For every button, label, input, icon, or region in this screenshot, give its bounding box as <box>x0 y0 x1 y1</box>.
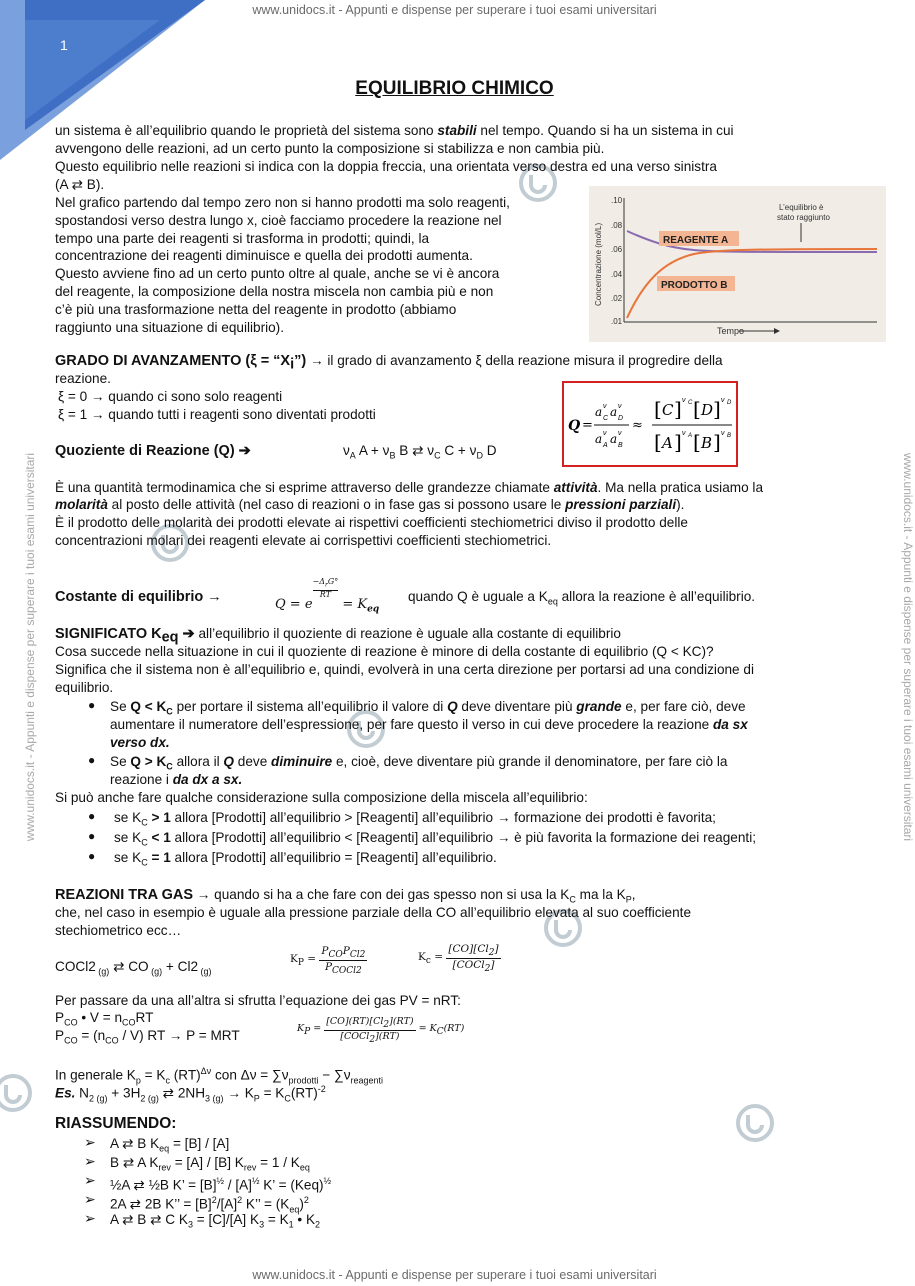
quoziente-formula <box>564 383 736 465</box>
significato-line: equilibrio. <box>55 680 114 695</box>
arrow-bullet-icon: ➢ <box>84 1210 96 1226</box>
svg-text:B: B <box>727 433 732 439</box>
svg-text:C: C <box>662 401 674 419</box>
svg-text:D: D <box>727 400 732 406</box>
gas-line: $P_{CO} = (n_{CO} / V)$ RT → P = MRT <box>55 1028 240 1046</box>
riassumendo-item: A ⇄ B ⇄ C $K_3 = [C]/[A] K_3 = K_1$ • $K_2$ <box>110 1212 321 1230</box>
riassumendo-item: B ⇄ A $K_{rev} = [A] / [B] K_{rev} = 1 / K_{eq}$ <box>110 1155 310 1173</box>
svg-text:ν: ν <box>721 430 725 437</box>
ytick: .06 <box>611 245 623 254</box>
bullet-icon: ● <box>88 849 96 863</box>
svg-text:ν: ν <box>721 397 725 404</box>
ytick: .10 <box>611 196 623 205</box>
riassumendo-item: A ⇄ B $K_{eq} = [B] / [A]$ <box>110 1136 230 1154</box>
svg-text:B: B <box>618 442 623 449</box>
equilibrium-chart <box>589 186 886 342</box>
arrow-bullet-icon: ➢ <box>84 1191 96 1207</box>
costante-formula: Q = e $^{-\Delta_rG^\circ RT}$ = $K_{eq}$ <box>275 577 380 615</box>
riassumendo-item: 2A ⇄ 2B K’’ = $[B]^2/[A]^2$ K’’ = $(K_{eq})^2$ <box>110 1195 309 1215</box>
ytick: .08 <box>611 221 623 230</box>
intro-line: avvengono delle reazioni, ad un certo punto la composizione si stabilizza e non cambia più. <box>55 141 605 156</box>
attivita-line: concentrazioni molari dei reagenti elevate ai corrispettivi coefficienti stechiometrici. <box>55 533 552 548</box>
svg-text:]: ] <box>713 397 721 421</box>
significato-heading: SIGNIFICATO $K_{eq}$ ➔ all’equilibrio il quoziente di reazione è uguale alla costante di equilibrio <box>55 626 621 646</box>
svg-text:]: ] <box>674 397 682 421</box>
svg-text:a: a <box>595 405 603 419</box>
equilibrium-chart-svg <box>589 186 886 342</box>
significato-bullet: Se $Q > K_C$ allora il Q deve diminuire e, cioè, deve diventare più grande il denominatore, per fare ciò la <box>110 754 728 772</box>
svg-text:ν: ν <box>603 403 607 410</box>
intro-line: Questo equilibrio nelle reazioni si indica con la doppia freccia, una orientata verso destra ed una verso sinistra <box>55 159 717 174</box>
composition-bullet: se $K_C > 1$ allora [Prodotti] all’equilibrio > [Reagenti] all’equilibrio → formazione dei prodotti è favorita; <box>114 810 716 828</box>
svg-text:A: A <box>662 434 673 452</box>
intro-line: spostandosi verso destra lungo x, cioè facciamo procedere la reazione nel <box>55 213 502 228</box>
kp-kc-relation-formula: $K_P$ = $[CO](RT)[Cl_2](RT)$ [COCl$_2$](RT) = $K_C(RT)$ <box>297 1016 465 1045</box>
significato-line: Si può anche fare qualche considerazione sulla composizione della miscela all’equilibrio: <box>55 790 588 805</box>
significato-bullet-cont: verso dx. <box>110 735 170 750</box>
gas-line: che, nel caso in esempio è uguale alla pressione parziale della CO all’equilibrio elevata al suo coefficiente <box>55 905 692 920</box>
quoziente-heading: Quoziente di Reazione (Q) ➔ <box>55 443 251 459</box>
bullet-icon: ● <box>88 809 96 823</box>
svg-text:]: ] <box>674 430 682 454</box>
svg-text:ν: ν <box>603 430 607 437</box>
chart-annotation: L’equilibrio è <box>779 203 824 212</box>
watermark-side-left: www.unidocs.it - Appunti e dispense per superare i tuoi esami universitari <box>23 452 37 842</box>
costante-rest: quando Q è uguale a $K_{eq}$ allora la reazione è all’equilibrio. <box>408 589 756 607</box>
svg-text:≈: ≈ <box>632 418 643 433</box>
significato-bullet-cont: aumentare il numeratore dell’espressione, per fare questo il verso in cui deve procedere la reazione da sx <box>110 717 748 732</box>
gas-general-line: In generale $K_p = K_c$ (RT)$^{\Delta\nu}$ con $\Delta\nu = \sum\nu_{prodotti} - \sum\nu_{reagenti}$ <box>55 1066 384 1086</box>
svg-text:a: a <box>610 405 618 419</box>
composition-bullet: se $K_C < 1$ allora [Prodotti] all’equilibrio < [Reagenti] all’equilibrio → è più favorita la formazione dei reagenti; <box>114 830 756 848</box>
bullet-icon: ● <box>88 829 96 843</box>
gas-heading: REAZIONI TRA GAS → quando si ha a che fare con dei gas spesso non si usa la $K_C$ ma la $K_P$, <box>55 887 636 905</box>
watermark-banner-top: www.unidocs.it - Appunti e dispense per superare i tuoi esami universitari <box>252 3 657 17</box>
intro-line: Nel grafico partendo dal tempo zero non si hanno prodotti ma solo reagenti, <box>55 195 510 210</box>
bullet-icon: ● <box>88 753 96 767</box>
kp-formula: $K_P$ = $P_{CO}P_{Cl2}$ $P_{COCl2}$ <box>290 945 366 977</box>
svg-text:D: D <box>618 415 624 422</box>
arrow-bullet-icon: ➢ <box>84 1153 96 1169</box>
page-title: EQUILIBRIO CHIMICO <box>355 78 554 99</box>
chart-annotation: stato raggiunto <box>777 213 830 222</box>
chart-ylabel: Concentrazione (mol/L) <box>594 222 603 306</box>
chart-xlabel: Tempo <box>717 326 745 336</box>
intro-line: del reagente, la composizione della nostra miscela non cambia più e non <box>55 284 494 299</box>
svg-text:B: B <box>701 434 713 452</box>
grado-bullet: ξ = 0 → quando ci sono solo reagenti <box>58 389 283 404</box>
grado-line: GRADO DI AVANZAMENTO $(\xi = “X_i”)$ → il grado di avanzamento ξ della reazione misura il progredire della <box>55 353 723 373</box>
watermark-logo-icon <box>0 1070 36 1116</box>
svg-text:[: [ <box>693 397 701 421</box>
intro-line: Questo avviene fino ad un certo punto oltre al quale, anche se vi è ancora <box>55 266 500 281</box>
significato-line: Significa che il sistema non è all’equilibrio e, quindi, evolverà in una certa direzione per portarsi ad una condizione di <box>55 662 754 677</box>
svg-text:[: [ <box>693 430 701 454</box>
svg-text:[: [ <box>654 430 662 454</box>
svg-text:C: C <box>603 415 609 422</box>
intro-line: (A ⇄ B). <box>55 177 105 192</box>
grado-line: reazione. <box>55 371 111 386</box>
svg-text:ν: ν <box>618 430 622 437</box>
kc-formula: $K_c$ = $[CO][Cl_2]$ [COCl$_2$] <box>418 943 499 975</box>
intro-line: tempo una parte dei reagenti si trasforma in prodotti; quindi, la <box>55 231 430 246</box>
svg-text:ν: ν <box>682 397 686 404</box>
ytick: .01 <box>611 317 623 326</box>
svg-text:A: A <box>603 442 608 449</box>
arrow-bullet-icon: ➢ <box>84 1172 96 1188</box>
costante-heading: Costante di equilibrio → <box>55 589 222 605</box>
significato-line: Cosa succede nella situazione in cui il quoziente di reazione è minore di della costante di equilibrio (Q < KC)? <box>55 644 714 659</box>
gas-reaction: COCl2 $_{(g)}$ ⇄ CO $_{(g)}$ + Cl2 $_{(g)}$ <box>55 959 212 977</box>
label-reagente: REAGENTE A <box>663 235 729 246</box>
gas-line: stechiometrico ecc… <box>55 923 182 938</box>
attivita-line: È una quantità termodinamica che si esprime attraverso delle grandezze chiamate attività. Ma nella pratica usiamo la <box>55 480 763 495</box>
watermark-logo-icon <box>732 1100 778 1146</box>
riassumendo-item: ½A ⇄ ½B K’ = $[B]^{\frac{1}{2}} / [A]^{\frac{1}{2}}$ K’ = (Keq)$^{\frac{1}{2}}$ <box>110 1176 332 1193</box>
attivita-line: molarità al posto delle attività (nel caso di reazioni o in fase gas si possono usare le pressioni parziali). <box>55 497 685 512</box>
composition-bullet: se $K_C = 1$ allora [Prodotti] all’equilibrio = [Reagenti] all’equilibrio. <box>114 850 497 868</box>
quoziente-reaction: $\nu_A$ $A + \nu_B$ B ⇄ $\nu_C$ $C + \nu_D$ D <box>343 443 497 461</box>
watermark-banner-bottom: www.unidocs.it - Appunti e dispense per superare i tuoi esami universitari <box>252 1268 657 1282</box>
svg-text:ν: ν <box>618 403 622 410</box>
svg-text:a: a <box>595 432 603 446</box>
significato-bullet: Se $Q < K_C$ per portare il sistema all’equilibrio il valore di Q deve diventare più grande e, per fare ciò, deve <box>110 699 746 717</box>
ytick: .04 <box>611 270 623 279</box>
gas-line: $P_{CO}$ • $V = n_{CO}RT$ <box>55 1010 154 1028</box>
svg-text:A: A <box>688 433 693 439</box>
watermark-side-right: www.unidocs.it - Appunti e dispense per superare i tuoi esami universitari <box>901 452 915 842</box>
svg-text:a: a <box>610 432 618 446</box>
attivita-line: È il prodotto delle molarità dei prodotti elevate ai rispettivi coefficienti stechiometrici diviso il prodotto delle <box>55 515 688 530</box>
svg-text:[: [ <box>654 397 662 421</box>
intro-line: raggiunto una situazione di equilibrio). <box>55 320 284 335</box>
page-number: 1 <box>60 37 68 53</box>
riassumendo-heading: RIASSUMENDO: <box>55 1115 177 1132</box>
arrow-bullet-icon: ➢ <box>84 1134 96 1150</box>
quoziente-formula-box <box>562 381 738 467</box>
intro-line: concentrazione dei reagenti diminuisce e quella dei prodotti aumenta. <box>55 248 473 263</box>
svg-text:D: D <box>701 401 714 419</box>
intro-line: c’è più una trasformazione netta del reagente in prodotto (abbiamo <box>55 302 457 317</box>
svg-text:]: ] <box>713 430 721 454</box>
grado-bullet: ξ = 1 → quando tutti i reagenti sono diventati prodotti <box>58 407 376 422</box>
svg-text:ν: ν <box>682 430 686 437</box>
significato-bullet-cont: reazione i da dx a sx. <box>110 772 243 787</box>
svg-text:=: = <box>582 418 593 433</box>
svg-text:Q: Q <box>568 418 581 434</box>
ytick: .02 <box>611 294 623 303</box>
svg-text:C: C <box>688 400 693 406</box>
gas-line: Per passare da una all’altra si sfrutta l’equazione dei gas PV = nRT: <box>55 993 461 1008</box>
label-prodotto: PRODOTTO B <box>661 280 728 291</box>
gas-example-line: Es. $N_{2 (g)} + 3H_{2 (g)}$ ⇄ $2NH_{3 (g)} \to K_P = K_C(RT)^{-2}$ <box>55 1084 326 1104</box>
intro-line: un sistema è all’equilibrio quando le proprietà del sistema sono stabili nel tempo. Quando si ha un sistema in cui <box>55 123 734 138</box>
bullet-icon: ● <box>88 698 96 712</box>
